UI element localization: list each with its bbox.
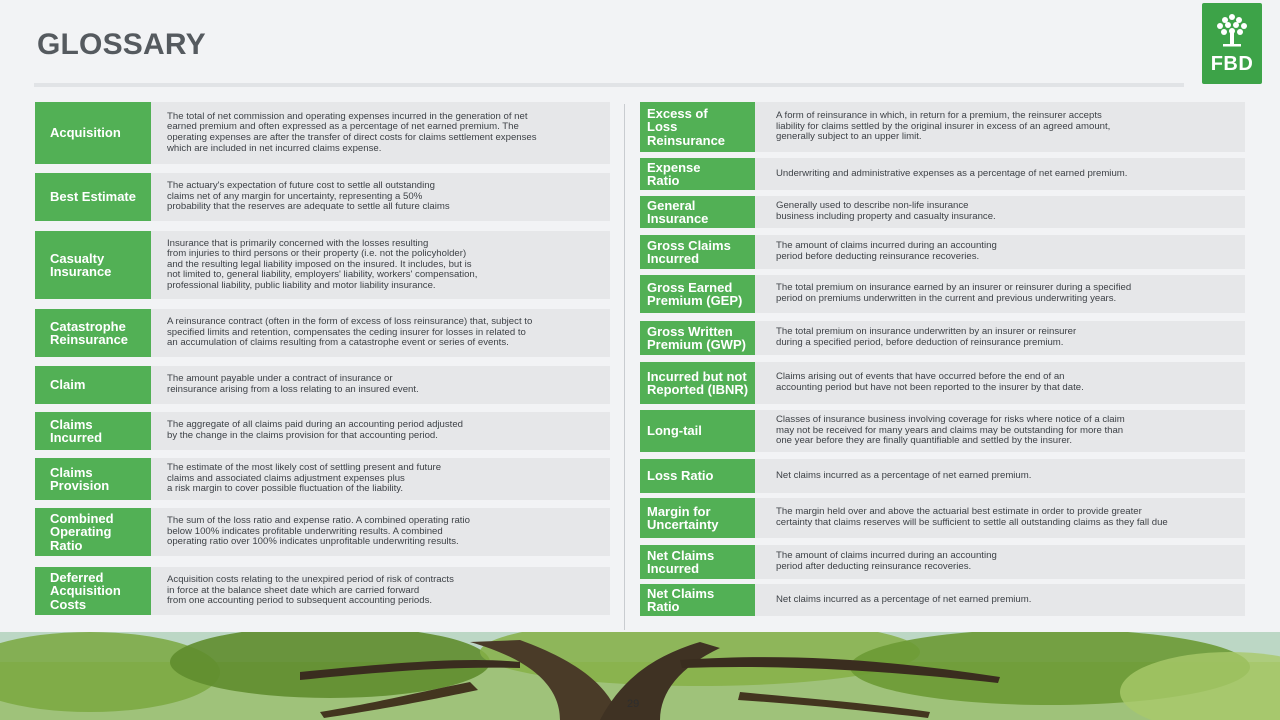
glossary-term: Net Claims Ratio — [640, 584, 755, 616]
glossary-row-ibnr — [640, 362, 1245, 404]
tree-icon — [1215, 11, 1249, 49]
glossary-row-margin-for-uncertainty — [640, 498, 1245, 538]
glossary-term: Gross Claims Incurred — [640, 235, 755, 269]
glossary-term: Claims Incurred — [35, 412, 151, 450]
glossary-definition: The amount of claims incurred during an accounting period after deducting reinsurance recoveries. — [755, 545, 1245, 579]
glossary-row-gross-claims-incurred — [640, 235, 1245, 269]
glossary-definition: The amount payable under a contract of insurance or reinsurance arising from a loss relating to an insured event. — [151, 366, 610, 404]
glossary-row-claims-incurred — [35, 412, 610, 450]
glossary-definition: Classes of insurance business involving coverage for risks where notice of a claim may not be received for many years and claims may be outstanding for more than one year before they are finally quantifiable and settled by the insurer. — [755, 410, 1245, 452]
glossary-row-excess-of-loss-reinsurance — [640, 102, 1245, 152]
tree-photo-banner — [0, 632, 1280, 720]
glossary-row-acquisition — [35, 102, 610, 164]
title-divider — [34, 83, 1184, 87]
glossary-definition: The aggregate of all claims paid during an accounting period adjusted by the change in the claims provision for that accounting period. — [151, 412, 610, 450]
glossary-definition: Claims arising out of events that have occurred before the end of an accounting period but have not been reported to the insurer by that date. — [755, 362, 1245, 404]
glossary-term: Deferred Acquisition Costs — [35, 567, 151, 615]
glossary-row-loss-ratio — [640, 459, 1245, 493]
glossary-definition: The amount of claims incurred during an accounting period before deducting reinsurance recoveries. — [755, 235, 1245, 269]
glossary-term: Combined Operating Ratio — [35, 508, 151, 556]
glossary-row-net-claims-incurred — [640, 545, 1245, 579]
glossary-term: Best Estimate — [35, 173, 151, 221]
glossary-term: Loss Ratio — [640, 459, 755, 493]
glossary-term: Excess of Loss Reinsurance — [640, 102, 755, 152]
logo-wordmark: FBD — [1210, 53, 1254, 75]
glossary-definition: Acquisition costs relating to the unexpired period of risk of contracts in force at the balance sheet date which are carried forward from one accounting period to subsequent accounting periods. — [151, 567, 610, 615]
glossary-term: Claim — [35, 366, 151, 404]
glossary-row-claims-provision — [35, 458, 610, 500]
glossary-definition: Net claims incurred as a percentage of net earned premium. — [755, 459, 1245, 493]
glossary-definition: Net claims incurred as a percentage of net earned premium. — [755, 584, 1245, 616]
glossary-term: Claims Provision — [35, 458, 151, 500]
column-divider — [624, 104, 625, 630]
glossary-definition: Generally used to describe non-life insurance business including property and casualty insurance. — [755, 196, 1245, 228]
glossary-row-general-insurance — [640, 196, 1245, 228]
glossary-row-long-tail — [640, 410, 1245, 452]
glossary-definition: Insurance that is primarily concerned with the losses resulting from injuries to third persons or their property (i.e. not the policyholder) and the resulting legal liability imposed on the insured. It includes, but is not limited to, general liability, employers' liability, workers' compensation, professional liability, public liability and motor liability insurance. — [151, 231, 610, 299]
glossary-row-casualty-insurance — [35, 231, 610, 299]
page-title: GLOSSARY — [37, 28, 206, 61]
glossary-term: Expense Ratio — [640, 158, 755, 190]
glossary-term: Catastrophe Reinsurance — [35, 309, 151, 357]
glossary-definition: A form of reinsurance in which, in return for a premium, the reinsurer accepts liability for claims settled by the original insurer in excess of an agreed amount, generally subject to an upper limit. — [755, 102, 1245, 152]
glossary-row-catastrophe-reinsurance — [35, 309, 610, 357]
tree-illustration — [0, 632, 1280, 720]
glossary-definition: The estimate of the most likely cost of settling present and future claims and associated claims adjustment expenses plus a risk margin to cover possible fluctuation of the liability. — [151, 458, 610, 500]
glossary-definition: The margin held over and above the actuarial best estimate in order to provide greater certainty that claims reserves will be sufficient to settle all outstanding claims as they fall due — [755, 498, 1245, 538]
glossary-definition: The sum of the loss ratio and expense ratio. A combined operating ratio below 100% indicates profitable underwriting results. A combined operating ratio over 100% indicates unprofitable underwriting results. — [151, 508, 610, 556]
glossary-term: Margin for Uncertainty — [640, 498, 755, 538]
glossary-term: Acquisition — [35, 102, 151, 164]
glossary-term: Long-tail — [640, 410, 755, 452]
glossary-definition: The actuary's expectation of future cost to settle all outstanding claims net of any margin for uncertainty, representing a 50% probability that the reserves are adequate to settle all future claims — [151, 173, 610, 221]
glossary-row-gross-earned-premium — [640, 275, 1245, 313]
glossary-definition: The total premium on insurance underwritten by an insurer or reinsurer during a specified period, before deduction of reinsurance premium. — [755, 321, 1245, 355]
glossary-term: Gross Written Premium (GWP) — [640, 321, 755, 355]
glossary-definition: The total premium on insurance earned by an insurer or reinsurer during a specified period on premiums underwritten in the current and previous underwriting years. — [755, 275, 1245, 313]
glossary-term: Incurred but not Reported (IBNR) — [640, 362, 755, 404]
glossary-definition: A reinsurance contract (often in the form of excess of loss reinsurance) that, subject to specified limits and retention, compensates the ceding insurer for losses in related to an accumulation of claims resulting from a catastrophe event or series of events. — [151, 309, 610, 357]
glossary-row-gross-written-premium — [640, 321, 1245, 355]
glossary-term: Casualty Insurance — [35, 231, 151, 299]
glossary-row-combined-operating-ratio — [35, 508, 610, 556]
glossary-row-best-estimate — [35, 173, 610, 221]
glossary-row-deferred-acquisition-costs — [35, 567, 610, 615]
glossary-row-claim — [35, 366, 610, 404]
glossary-row-net-claims-ratio — [640, 584, 1245, 616]
glossary-row-expense-ratio — [640, 158, 1245, 190]
glossary-term: Gross Earned Premium (GEP) — [640, 275, 755, 313]
page-number: 29 — [627, 698, 640, 710]
glossary-term: Net Claims Incurred — [640, 545, 755, 579]
glossary-term: General Insurance — [640, 196, 755, 228]
glossary-definition: The total of net commission and operating expenses incurred in the generation of net earned premium and often expressed as a percentage of net earned premium. The operating expenses are after the transfer of direct costs for claims settlement expenses which are included in net incurred claims expense. — [151, 102, 610, 164]
fbd-logo — [1202, 3, 1262, 84]
glossary-definition: Underwriting and administrative expenses as a percentage of net earned premium. — [755, 158, 1245, 190]
